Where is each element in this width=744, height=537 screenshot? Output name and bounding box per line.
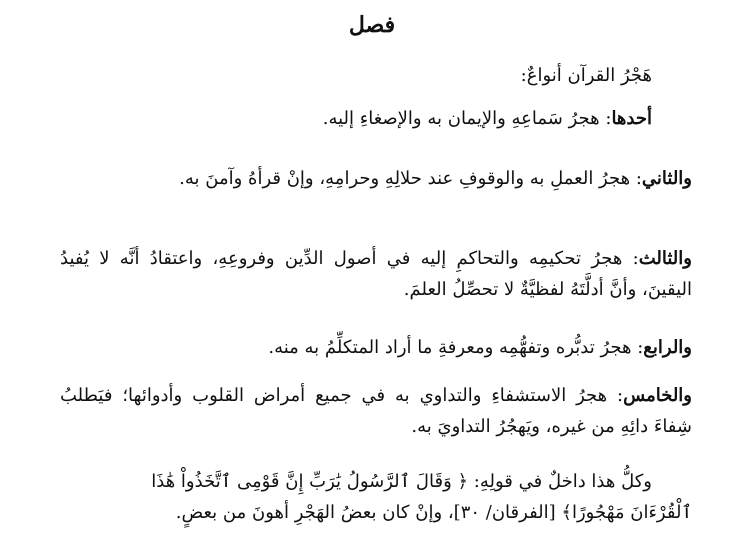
closing-paragraph: [60, 466, 652, 497]
closing-lead-text: وكلُّ هذا داخلٌ في قولِهِ:: [468, 471, 652, 492]
item-text: : هجرُ تحكيمِه والتحاكمِ إليه في أصول الدِّين وفروعِهِ، واعتقادُ أنَّه لا يُفيدُ اليقينَ، وأنَّ أدلَّتَهُ لفظيَّةٌ لا تحصِّلُ العلمَ.: [60, 248, 692, 300]
item-label: والرابع: [643, 337, 692, 358]
quran-verse-end: ٱلْقُرْءَانَ مَهْجُورًا﴾: [561, 502, 692, 523]
closing-end-text: وإنْ كان بعضُ الهَجْرِ أهونَ من بعضٍ.: [175, 502, 443, 523]
quran-verse: ﴿ وَقَالَ ٱلرَّسُولُ يَٰرَبِّ إِنَّ قَوْمِى ٱتَّخَذُواْ هَٰذَا: [151, 471, 469, 492]
item-paragraph-2: [60, 163, 692, 194]
item-paragraph-1: [60, 103, 652, 134]
verse-reference: [الفرقان/ ٣٠]،: [442, 502, 562, 523]
intro-line: هَجْرُ القرآن أنواعٌ:: [520, 65, 652, 86]
closing-paragraph-continued: [60, 497, 692, 528]
item-text: : هجرُ تدبُّره وتفهُّمِه ومعرفةِ ما أراد المتكلِّمُ به منه.: [268, 337, 644, 358]
item-label: والثاني: [641, 168, 692, 189]
item-text: : هجرُ العملِ به والوقوفِ عند حلالِهِ وحرامِهِ، وإنْ قرأهُ وآمنَ به.: [179, 168, 642, 189]
item-paragraph-5: [60, 380, 692, 442]
section-title: فصل: [348, 12, 396, 38]
item-text: : هجرُ الاستشفاءِ والتداوي به في جميع أمراض القلوب وأدوائها؛ فيَطلبُ شِفاءَ دائِهِ من غيره، ويَهجُرُ التداويَ به.: [60, 385, 692, 437]
item-text: : هجرُ سَماعِهِ والإيمان به والإصغاءِ إليه.: [322, 108, 612, 129]
item-label: والخامس: [623, 385, 692, 406]
item-paragraph-4: [60, 332, 692, 363]
item-label: أحدها: [611, 108, 652, 129]
item-paragraph-3: [60, 243, 692, 305]
item-label: والثالث: [638, 248, 692, 269]
